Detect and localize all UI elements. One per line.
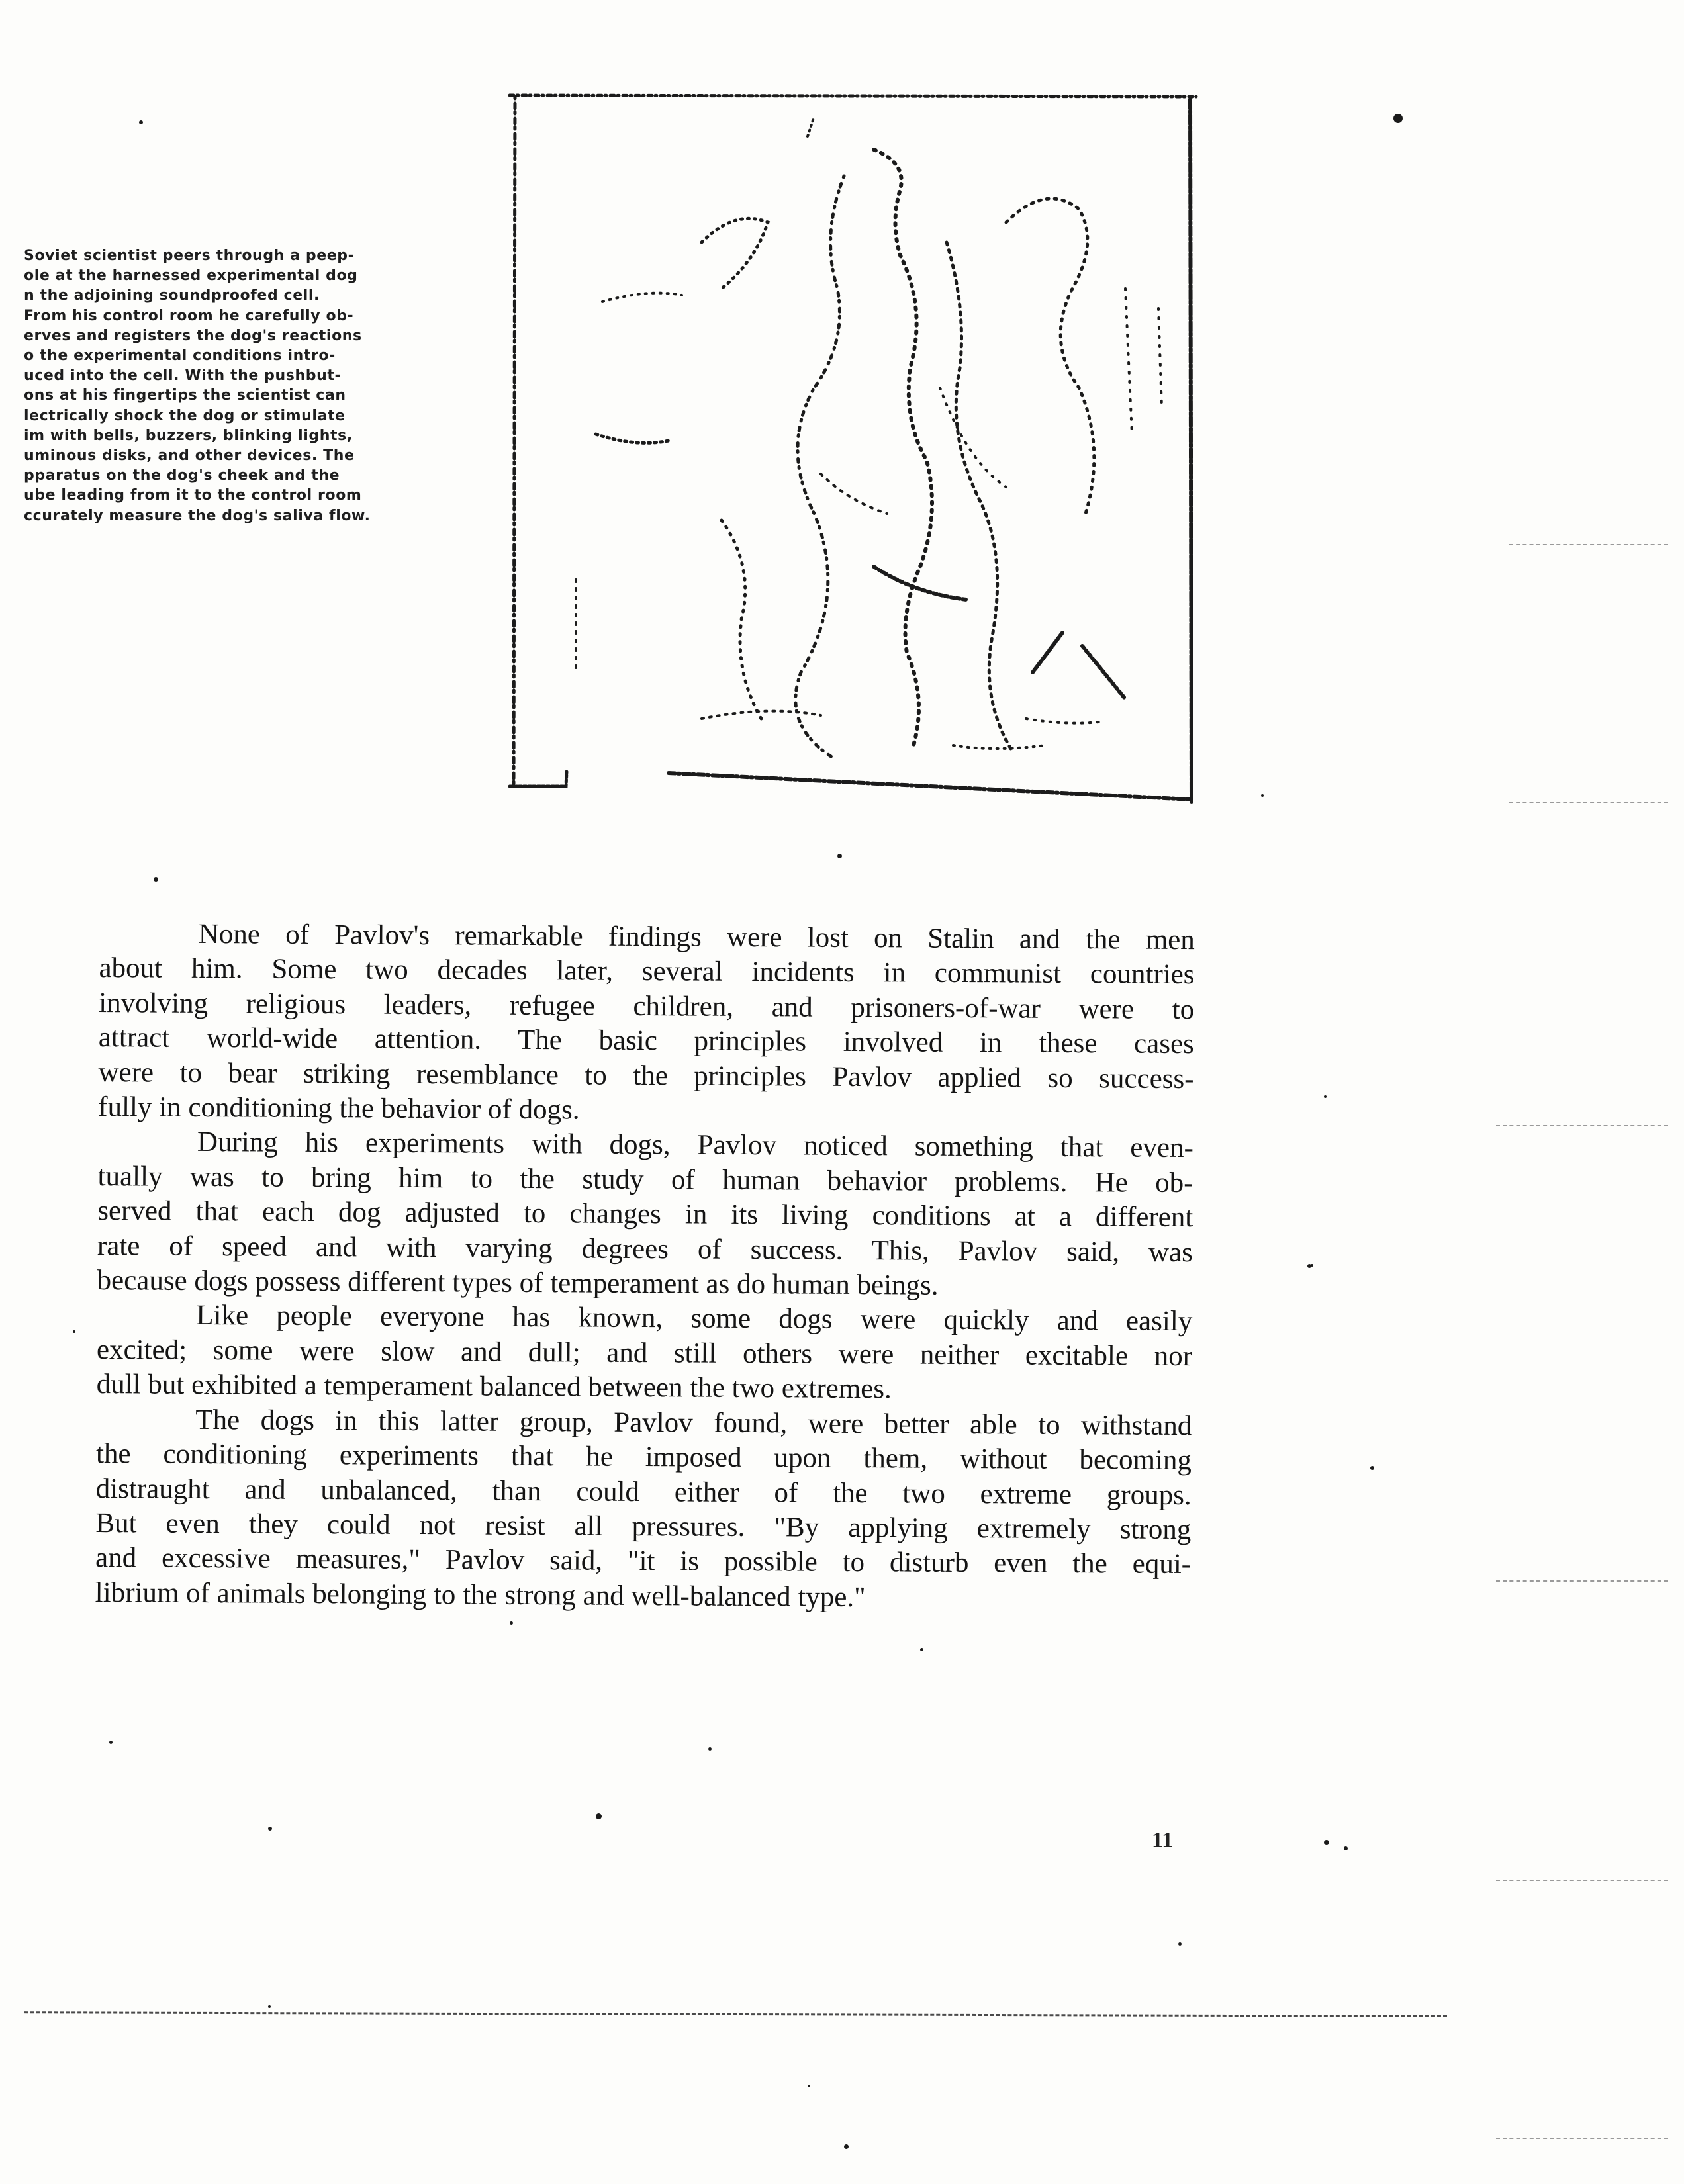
edge-artifact — [1509, 544, 1668, 545]
text-line: tually was to bring him to the study of human behavior problems. He ob- — [97, 1160, 1193, 1199]
edge-artifact — [1496, 1125, 1668, 1126]
scan-speck — [1261, 794, 1264, 797]
scan-speck — [1393, 114, 1403, 123]
text-line: attract world-wide attention. The basic principles involved in these cases — [98, 1022, 1194, 1060]
text-line: During his experiments with dogs, Pavlov noticed something that even- — [197, 1126, 1194, 1164]
text-line: were to bear striking resemblance to the principles Pavlov applied so success- — [98, 1056, 1194, 1095]
scan-speck — [920, 1648, 923, 1651]
scan-speck — [154, 877, 158, 882]
page-number: 11 — [1152, 1828, 1174, 1852]
text-line: The dogs in this latter group, Pavlov found, were better able to withstand — [195, 1404, 1192, 1441]
text-line: excited; some were slow and dull; and still others were neither excitable nor — [96, 1334, 1193, 1372]
paragraph — [95, 1402, 1192, 1617]
scan-speck — [1324, 1095, 1327, 1098]
figure-caption — [24, 246, 454, 526]
text-line: distraught and unbalanced, than could either of the two extreme groups. — [95, 1473, 1192, 1511]
caption-line: Soviet scientist peers through a peep- — [24, 248, 355, 264]
bottom-rule — [24, 2011, 1447, 2017]
caption-line: ccurately measure the dog's saliva flow. — [24, 507, 371, 524]
scan-speck — [1344, 1846, 1348, 1850]
paragraph — [97, 1298, 1193, 1408]
paragraph — [98, 917, 1195, 1132]
paragraph — [97, 1124, 1193, 1304]
text-line: and excessive measures," Pavlov said, "it is possible to disturb even the equi- — [95, 1542, 1192, 1580]
caption-line: lectrically shock the dog or stimulate — [24, 407, 346, 424]
caption-line: im with bells, buzzers, blinking lights, — [24, 427, 353, 444]
text-line: because dogs possess different types of temperament as do human beings. — [97, 1265, 939, 1301]
text-line: But even they could not resist all pressures. "By applying extremely strong — [95, 1507, 1192, 1545]
text-line: the conditioning experiments that he imposed upon them, without becoming — [95, 1438, 1192, 1477]
caption-line: ube leading from it to the control room — [24, 487, 362, 504]
text-line: about him. Some two decades later, several incidents in communist countries — [99, 952, 1195, 991]
scan-speck — [268, 1827, 272, 1831]
text-line: dull but exhibited a temperament balanced between the two extremes. — [96, 1369, 892, 1405]
body-text — [95, 917, 1195, 1617]
scan-speck — [109, 1741, 113, 1744]
text-line: None of Pavlov's remarkable findings were lost on Stalin and the men — [198, 918, 1195, 956]
caption-line: uminous disks, and other devices. The — [24, 447, 355, 465]
edge-artifact — [1496, 1580, 1668, 1582]
text-line: librium of animals belonging to the strong and well-balanced type." — [95, 1576, 866, 1613]
edge-artifact — [1496, 1880, 1668, 1881]
figure-photograph — [503, 90, 1198, 805]
text-line: involving religious leaders, refugee children, and prisoners-of-war were to — [99, 987, 1195, 1025]
scan-speck — [808, 2085, 810, 2087]
caption-line: ons at his fingertips the scientist can — [24, 387, 346, 404]
scan-speck — [1324, 1840, 1329, 1845]
scan-speck — [1178, 1942, 1182, 1946]
scan-speck — [708, 1747, 712, 1751]
scan-speck — [510, 1621, 513, 1625]
text-line: fully in conditioning the behavior of dogs. — [98, 1091, 580, 1126]
caption-line: o the experimental conditions intro- — [24, 347, 336, 365]
caption-line: uced into the cell. With the pushbut- — [24, 367, 342, 385]
text-line: served that each dog adjusted to changes in its living conditions at a different — [97, 1195, 1193, 1234]
edge-artifact — [1509, 802, 1668, 803]
scan-speck — [844, 2144, 849, 2149]
caption-line: n the adjoining soundproofed cell. — [24, 287, 320, 304]
caption-line: erves and registers the dog's reactions — [24, 327, 362, 344]
scan-speck — [1370, 1466, 1374, 1470]
caption-line: pparatus on the dog's cheek and the — [24, 467, 340, 484]
text-line: rate of speed and with varying degrees of success. This, Pavlov said, was — [97, 1230, 1193, 1268]
scan-speck — [596, 1813, 602, 1819]
edge-artifact — [1496, 2138, 1668, 2139]
caption-line: ole at the harnessed experimental dog — [24, 267, 358, 285]
scan-speck — [837, 854, 842, 858]
photograph-sketch — [503, 90, 1198, 805]
scan-speck — [1311, 1264, 1313, 1267]
scan-speck — [73, 1330, 75, 1333]
caption-line: From his control room he carefully ob- — [24, 307, 354, 324]
scan-speck — [268, 2005, 271, 2008]
text-line: Like people everyone has known, some dogs were quickly and easily — [196, 1300, 1193, 1338]
scan-speck — [139, 120, 143, 124]
